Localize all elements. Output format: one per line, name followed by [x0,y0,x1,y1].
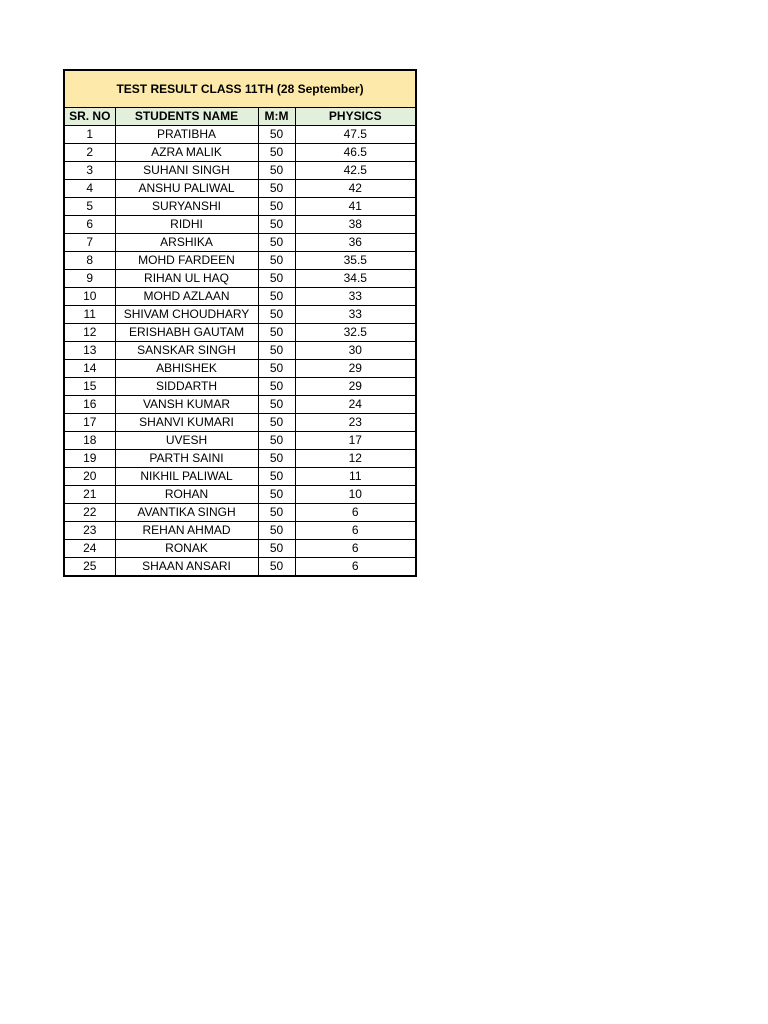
cell-max-marks: 50 [258,234,295,252]
table-row [64,450,416,468]
cell-student-name: SIDDARTH [115,378,258,396]
table-row [64,540,416,558]
cell-max-marks: 50 [258,180,295,198]
cell-sr-no: 16 [64,396,115,414]
cell-sr-no: 1 [64,126,115,144]
table-row [64,234,416,252]
cell-sr-no: 20 [64,468,115,486]
cell-sr-no: 10 [64,288,115,306]
table-row [64,396,416,414]
cell-physics: 12 [295,450,416,468]
table-row [64,522,416,540]
cell-physics: 6 [295,540,416,558]
cell-student-name: RIDHI [115,216,258,234]
cell-max-marks: 50 [258,126,295,144]
cell-student-name: SHAAN ANSARI [115,558,258,577]
cell-max-marks: 50 [258,360,295,378]
cell-max-marks: 50 [258,162,295,180]
cell-sr-no: 25 [64,558,115,577]
column-header-student-name: STUDENTS NAME [115,108,258,126]
cell-physics: 30 [295,342,416,360]
cell-sr-no: 17 [64,414,115,432]
cell-sr-no: 13 [64,342,115,360]
cell-student-name: UVESH [115,432,258,450]
cell-max-marks: 50 [258,252,295,270]
cell-max-marks: 50 [258,540,295,558]
cell-student-name: ROHAN [115,486,258,504]
cell-physics: 33 [295,306,416,324]
cell-student-name: AVANTIKA SINGH [115,504,258,522]
table-row [64,288,416,306]
table-row [64,360,416,378]
cell-sr-no: 8 [64,252,115,270]
cell-physics: 24 [295,396,416,414]
table-row [64,270,416,288]
cell-student-name: SHIVAM CHOUDHARY [115,306,258,324]
table-row [64,324,416,342]
cell-student-name: PRATIBHA [115,126,258,144]
result-sheet [63,69,415,577]
cell-physics: 11 [295,468,416,486]
cell-max-marks: 50 [258,216,295,234]
table-row [64,162,416,180]
table-row [64,378,416,396]
cell-sr-no: 14 [64,360,115,378]
table-row [64,468,416,486]
cell-max-marks: 50 [258,198,295,216]
cell-student-name: ANSHU PALIWAL [115,180,258,198]
table-row [64,126,416,144]
cell-physics: 46.5 [295,144,416,162]
cell-physics: 42.5 [295,162,416,180]
cell-sr-no: 2 [64,144,115,162]
cell-max-marks: 50 [258,486,295,504]
cell-student-name: REHAN AHMAD [115,522,258,540]
cell-sr-no: 4 [64,180,115,198]
cell-physics: 38 [295,216,416,234]
cell-max-marks: 50 [258,414,295,432]
title-row [64,70,416,108]
cell-max-marks: 50 [258,144,295,162]
cell-sr-no: 12 [64,324,115,342]
table-row [64,504,416,522]
table-row [64,486,416,504]
cell-physics: 17 [295,432,416,450]
cell-physics: 29 [295,378,416,396]
table-row [64,144,416,162]
cell-sr-no: 19 [64,450,115,468]
cell-student-name: SUHANI SINGH [115,162,258,180]
cell-physics: 36 [295,234,416,252]
table-row [64,414,416,432]
column-header-max-marks: M:M [258,108,295,126]
cell-student-name: ARSHIKA [115,234,258,252]
cell-student-name: VANSH KUMAR [115,396,258,414]
cell-sr-no: 9 [64,270,115,288]
cell-max-marks: 50 [258,378,295,396]
cell-physics: 29 [295,360,416,378]
table-row [64,198,416,216]
cell-student-name: SHANVI KUMARI [115,414,258,432]
cell-max-marks: 50 [258,270,295,288]
results-table [63,69,417,577]
cell-student-name: MOHD FARDEEN [115,252,258,270]
cell-max-marks: 50 [258,558,295,577]
cell-sr-no: 3 [64,162,115,180]
cell-student-name: SANSKAR SINGH [115,342,258,360]
header-row [64,108,416,126]
cell-sr-no: 15 [64,378,115,396]
cell-sr-no: 21 [64,486,115,504]
cell-max-marks: 50 [258,504,295,522]
cell-physics: 6 [295,504,416,522]
table-row [64,252,416,270]
cell-student-name: SURYANSHI [115,198,258,216]
cell-physics: 32.5 [295,324,416,342]
cell-student-name: RONAK [115,540,258,558]
table-title: TEST RESULT CLASS 11TH (28 September) [64,70,416,108]
cell-max-marks: 50 [258,306,295,324]
cell-student-name: AZRA MALIK [115,144,258,162]
cell-max-marks: 50 [258,288,295,306]
results-body [64,126,416,577]
cell-student-name: ABHISHEK [115,360,258,378]
cell-sr-no: 22 [64,504,115,522]
column-header-sr-no: SR. NO [64,108,115,126]
table-row [64,216,416,234]
table-row [64,180,416,198]
cell-sr-no: 7 [64,234,115,252]
cell-sr-no: 24 [64,540,115,558]
cell-sr-no: 6 [64,216,115,234]
cell-sr-no: 5 [64,198,115,216]
cell-student-name: ERISHABH GAUTAM [115,324,258,342]
cell-physics: 42 [295,180,416,198]
cell-max-marks: 50 [258,432,295,450]
cell-max-marks: 50 [258,522,295,540]
cell-physics: 35.5 [295,252,416,270]
cell-physics: 10 [295,486,416,504]
table-row [64,306,416,324]
cell-max-marks: 50 [258,396,295,414]
cell-student-name: RIHAN UL HAQ [115,270,258,288]
table-row [64,558,416,577]
cell-physics: 47.5 [295,126,416,144]
cell-physics: 33 [295,288,416,306]
cell-physics: 6 [295,522,416,540]
cell-student-name: MOHD AZLAAN [115,288,258,306]
cell-sr-no: 18 [64,432,115,450]
cell-student-name: NIKHIL PALIWAL [115,468,258,486]
cell-physics: 6 [295,558,416,577]
cell-max-marks: 50 [258,468,295,486]
cell-sr-no: 23 [64,522,115,540]
cell-physics: 41 [295,198,416,216]
cell-physics: 23 [295,414,416,432]
cell-student-name: PARTH SAINI [115,450,258,468]
cell-sr-no: 11 [64,306,115,324]
cell-max-marks: 50 [258,450,295,468]
column-header-physics: PHYSICS [295,108,416,126]
cell-max-marks: 50 [258,342,295,360]
table-row [64,342,416,360]
cell-max-marks: 50 [258,324,295,342]
cell-physics: 34.5 [295,270,416,288]
table-row [64,432,416,450]
